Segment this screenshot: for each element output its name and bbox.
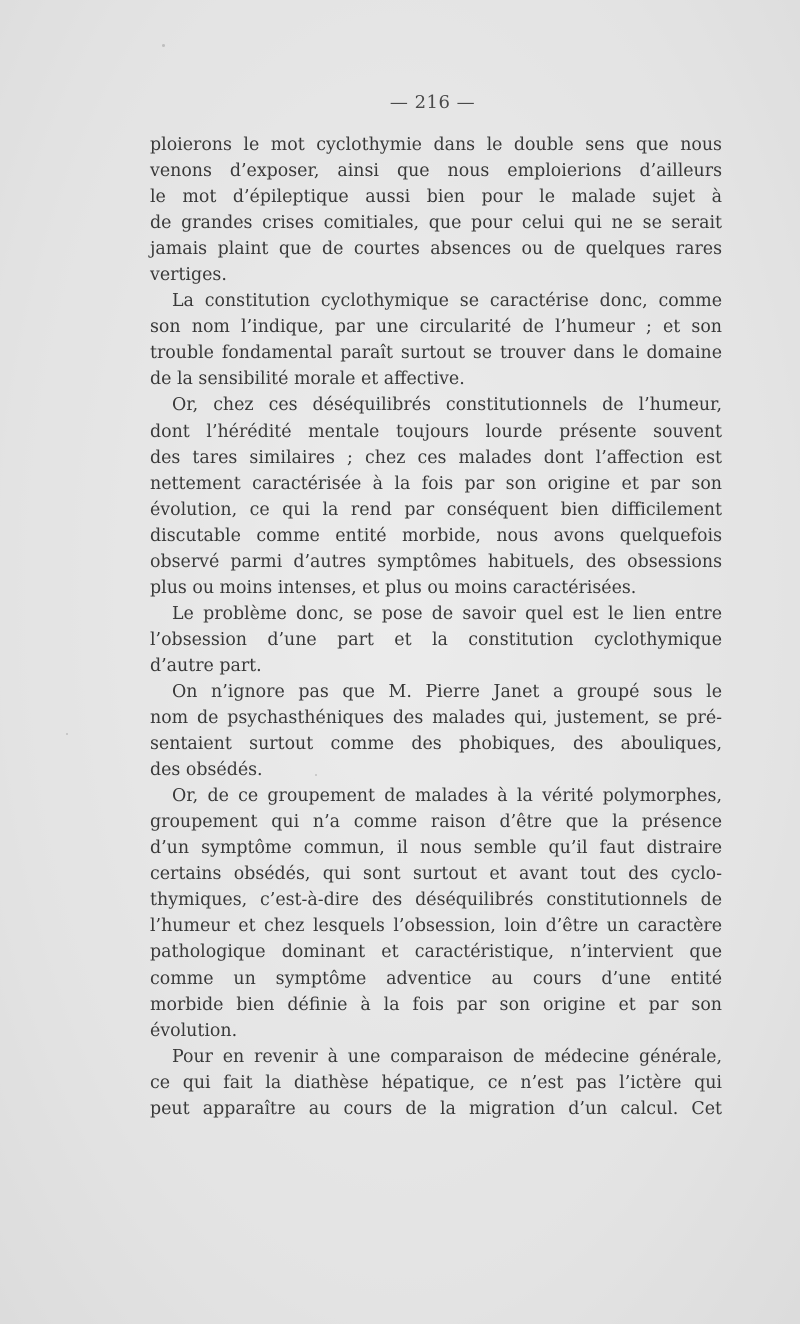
text-line: sentaient surtout comme des phobiques, des abouliques, — [150, 734, 722, 755]
text-line: ce qui fait la diathèse hépatique, ce n’est pas l’ictère qui — [150, 1072, 722, 1093]
text-line: d’un symptôme commun, il nous semble qu’il faut distraire — [150, 838, 722, 859]
text-line: des tares similaires ; chez ces malades dont l’affection est — [150, 447, 722, 468]
text-line: comme un symptôme adventice au cours d’une entité — [150, 968, 722, 989]
text-line: certains obsédés, qui sont surtout et avant tout des cyclo- — [150, 864, 722, 885]
text-line: Pour en revenir à une comparaison de médecine générale, — [172, 1046, 722, 1067]
text-line: dont l’hérédité mentale toujours lourde présente souvent — [150, 421, 722, 442]
paper-speck — [66, 733, 68, 735]
text-line: l’humeur et chez lesquels l’obsession, loin d’être un caractère — [150, 916, 722, 937]
text-line: Or, de ce groupement de malades à la vérité polymorphes, — [172, 786, 722, 807]
text-line: des obsédés. — [150, 760, 263, 781]
text-line: de grandes crises comitiales, que pour celui qui ne se serait — [150, 213, 722, 234]
text-line: d’autre part. — [150, 655, 262, 676]
text-line: ploierons le mot cyclothymie dans le double sens que nous — [150, 135, 722, 155]
text-line: groupement qui n’a comme raison d’être que la présence — [150, 812, 722, 833]
page-number: — 216 — — [389, 92, 476, 113]
text-line: observé parmi d’autres symptômes habituels, des obsessions — [150, 551, 722, 572]
text-line: nettement caractérisée à la fois par son origine et par son — [150, 473, 722, 494]
text-line: discutable comme entité morbide, nous avons quelquefois — [150, 525, 722, 546]
text-line: plus ou moins intenses, et plus ou moins caractérisées. — [150, 577, 637, 598]
text-line: vertiges. — [150, 265, 227, 286]
text-line: le mot d’épileptique aussi bien pour le malade sujet à — [150, 187, 722, 208]
text-line: l’obsession d’une part et la constitution cyclothymique — [150, 629, 722, 650]
text-line: morbide bien définie à la fois par son origine et par son — [150, 994, 722, 1015]
body-text — [150, 132, 722, 1122]
text-line: nom de psychasthéniques des malades qui, justement, se pré- — [150, 708, 722, 729]
text-line: jamais plaint que de courtes absences ou de quelques rares — [150, 239, 722, 260]
text-line: thymiques, c’est-à-dire des déséquilibrés constitutionnels de — [150, 890, 722, 911]
text-line: de la sensibilité morale et affective. — [150, 369, 465, 390]
paper-speck — [162, 44, 165, 47]
text-line: peut apparaître au cours de la migration d’un calcul. Cet — [150, 1098, 722, 1119]
text-line: venons d’exposer, ainsi que nous emploierions d’ailleurs — [150, 161, 722, 182]
text-line: On n’ignore pas que M. Pierre Janet a groupé sous le — [172, 681, 722, 702]
text-line: son nom l’indique, par une circularité de l’humeur ; et son — [150, 317, 722, 338]
text-line: pathologique dominant et caractéristique, n’intervient que — [150, 942, 722, 963]
text-line: évolution. — [150, 1020, 238, 1041]
text-line: Le problème donc, se pose de savoir quel est le lien entre — [172, 603, 722, 624]
text-line: La constitution cyclothymique se caractérise donc, comme — [172, 291, 722, 312]
text-line: évolution, ce qui la rend par conséquent bien difficilement — [150, 499, 722, 520]
book-page — [150, 92, 722, 1122]
text-line: trouble fondamental paraît surtout se trouver dans le domaine — [150, 343, 722, 364]
text-line: Or, chez ces déséquilibrés constitutionnels de l’humeur, — [172, 395, 722, 416]
